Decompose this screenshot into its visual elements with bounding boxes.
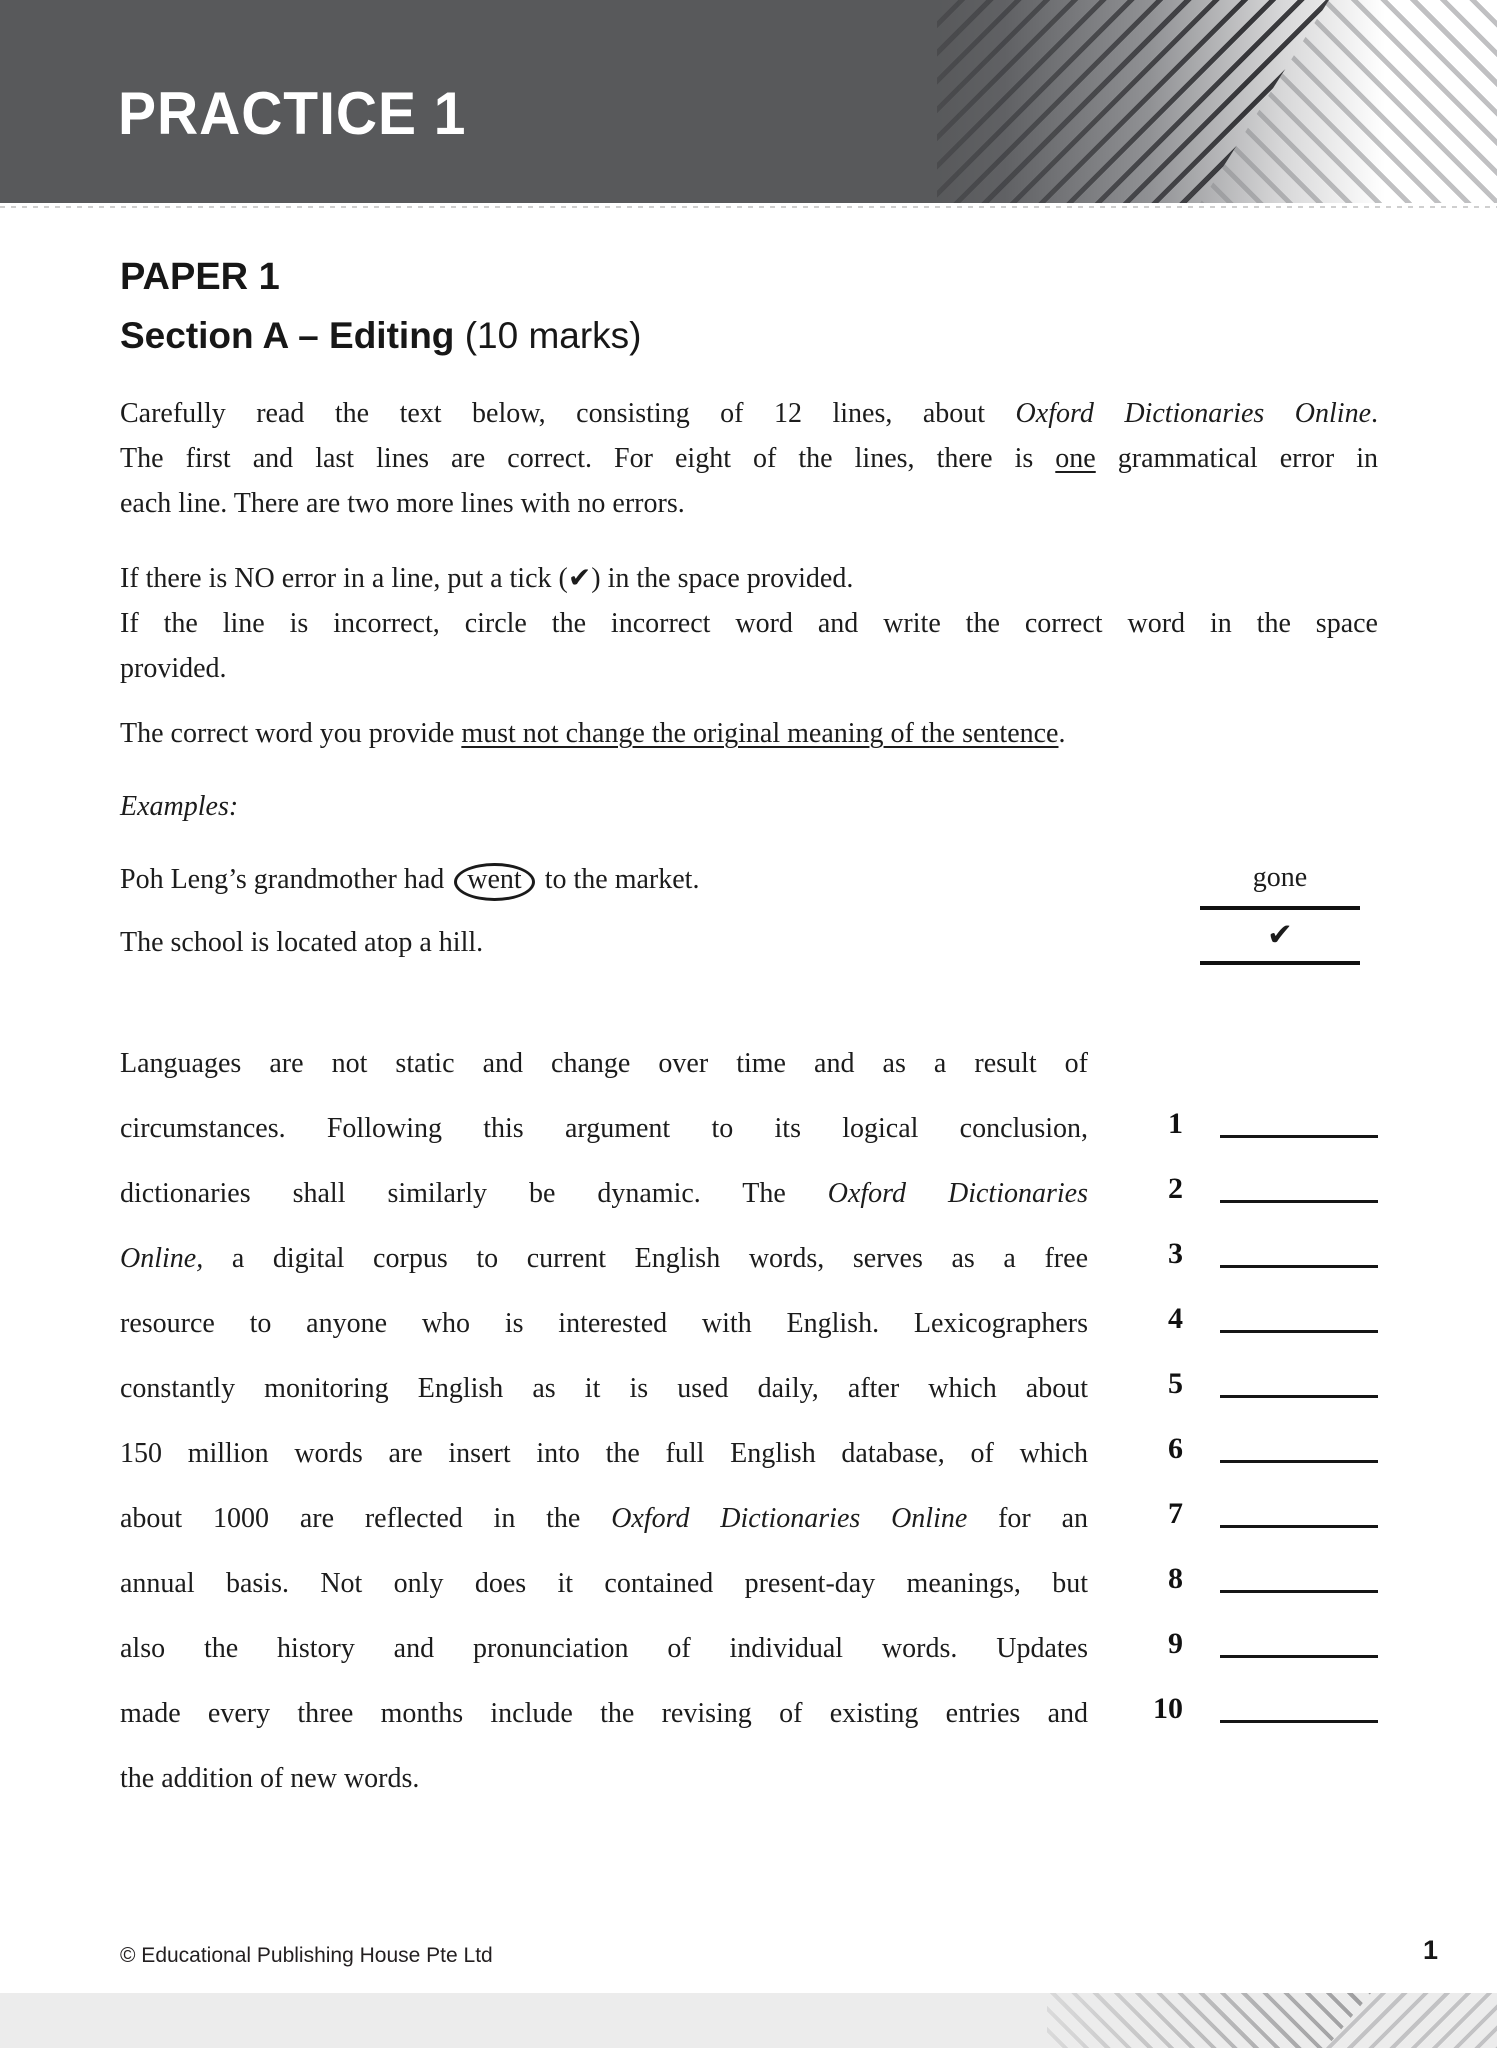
instruction-line: each line. There are two more lines with no errors. <box>120 488 685 519</box>
section-marks: (10 marks) <box>464 315 642 356</box>
answer-blank-3[interactable] <box>1220 1238 1378 1268</box>
passage-line-text: constantly monitoring English as it is used daily, after which about <box>120 1373 1088 1404</box>
passage-line-text: Online, a digital corpus to current English words, serves as a free <box>120 1243 1088 1274</box>
copyright-text: © Educational Publishing House Pte Ltd <box>120 1944 493 1967</box>
passage-row <box>120 1431 1378 1496</box>
passage-row <box>120 1236 1378 1301</box>
line-number: 4 <box>1168 1302 1183 1335</box>
passage-row <box>120 1691 1378 1756</box>
instruction-line: Carefully read the text below, consisting of 12 lines, about Oxford Dictionaries Online. <box>120 398 1378 429</box>
example-answer-1: gone <box>1200 858 1360 910</box>
line-number: 8 <box>1168 1562 1183 1595</box>
header-band <box>0 0 1497 203</box>
line-number: 7 <box>1168 1497 1183 1530</box>
header-dotted-divider <box>0 206 1497 208</box>
line-number: 2 <box>1168 1172 1183 1205</box>
answer-blank-4[interactable] <box>1220 1303 1378 1333</box>
answer-blank-6[interactable] <box>1220 1433 1378 1463</box>
passage-row <box>120 1626 1378 1691</box>
passage-line-text: resource to anyone who is interested with English. Lexicographers <box>120 1308 1088 1339</box>
line-number: 1 <box>1168 1107 1183 1140</box>
section-title: Section A – Editing <box>120 315 455 356</box>
examples-label: Examples: <box>120 791 239 822</box>
answer-blank-1[interactable] <box>1220 1108 1378 1138</box>
passage-line-text: dictionaries shall similarly be dynamic. The Oxford Dictionaries <box>120 1178 1088 1209</box>
instructions-paragraph-3 <box>120 711 1378 756</box>
passage-line-text: circumstances. Following this argument to its logical conclusion, <box>120 1113 1088 1144</box>
instruction-line: If the line is incorrect, circle the incorrect word and write the correct word in the space <box>120 608 1378 639</box>
passage-row <box>120 1171 1378 1236</box>
passage-line-text: made every three months include the revising of existing entries and <box>120 1698 1088 1729</box>
passage-line-text: the addition of new words. <box>120 1763 420 1794</box>
answer-blank-8[interactable] <box>1220 1563 1378 1593</box>
circled-word: went <box>454 863 534 901</box>
line-number: 5 <box>1168 1367 1183 1400</box>
decorative-stripes-top <box>937 0 1497 203</box>
passage-row <box>120 1366 1378 1431</box>
answer-blank-5[interactable] <box>1220 1368 1378 1398</box>
paper-title: PAPER 1 <box>120 256 280 298</box>
line-number: 6 <box>1168 1432 1183 1465</box>
page-number: 1 <box>1422 1935 1438 1965</box>
passage-row <box>120 1106 1378 1171</box>
practice-title: PRACTICE 1 <box>118 80 467 147</box>
passage-row <box>120 1301 1378 1366</box>
instruction-line: The correct word you provide must not change the original meaning of the sentence. <box>120 718 1066 749</box>
passage-line-text: 150 million words are insert into the full English database, of which <box>120 1438 1088 1469</box>
passage-row <box>120 1496 1378 1561</box>
instructions-paragraph-2 <box>120 556 1378 691</box>
answer-blank-2[interactable] <box>1220 1173 1378 1203</box>
passage-row <box>120 1561 1378 1626</box>
answer-blank-9[interactable] <box>1220 1628 1378 1658</box>
section-heading <box>120 317 642 356</box>
example-answer-2: ✔ <box>1200 913 1360 965</box>
passage-line-text: about 1000 are reflected in the Oxford Dictionaries Online for an <box>120 1503 1089 1534</box>
passage-line-text: also the history and pronunciation of individual words. Updates <box>120 1633 1088 1664</box>
example-sentence-2: The school is located atop a hill. <box>120 927 484 958</box>
editing-passage <box>120 1041 1378 1821</box>
line-number: 9 <box>1168 1627 1183 1660</box>
line-number: 3 <box>1168 1237 1183 1270</box>
line-number: 10 <box>1153 1692 1183 1725</box>
passage-line-text: annual basis. Not only does it contained present-day meanings, but <box>120 1568 1088 1599</box>
instruction-line: The first and last lines are correct. For eight of the lines, there is one grammatical error in <box>120 443 1378 474</box>
footer-band <box>0 1993 1497 2048</box>
instruction-line: If there is NO error in a line, put a tick (✔) in the space provided. <box>120 563 854 594</box>
example-sentence-1: Poh Leng’s grandmother had went to the market. <box>120 860 1100 901</box>
instruction-line: provided. <box>120 653 227 684</box>
passage-row <box>120 1756 1378 1821</box>
answer-blank-10[interactable] <box>1220 1693 1378 1723</box>
decorative-stripes-bottom <box>1047 1993 1497 2048</box>
passage-row <box>120 1041 1378 1106</box>
answer-blank-7[interactable] <box>1220 1498 1378 1528</box>
passage-line-text: Languages are not static and change over time and as a result of <box>120 1048 1088 1079</box>
instructions-paragraph-1 <box>120 391 1378 526</box>
